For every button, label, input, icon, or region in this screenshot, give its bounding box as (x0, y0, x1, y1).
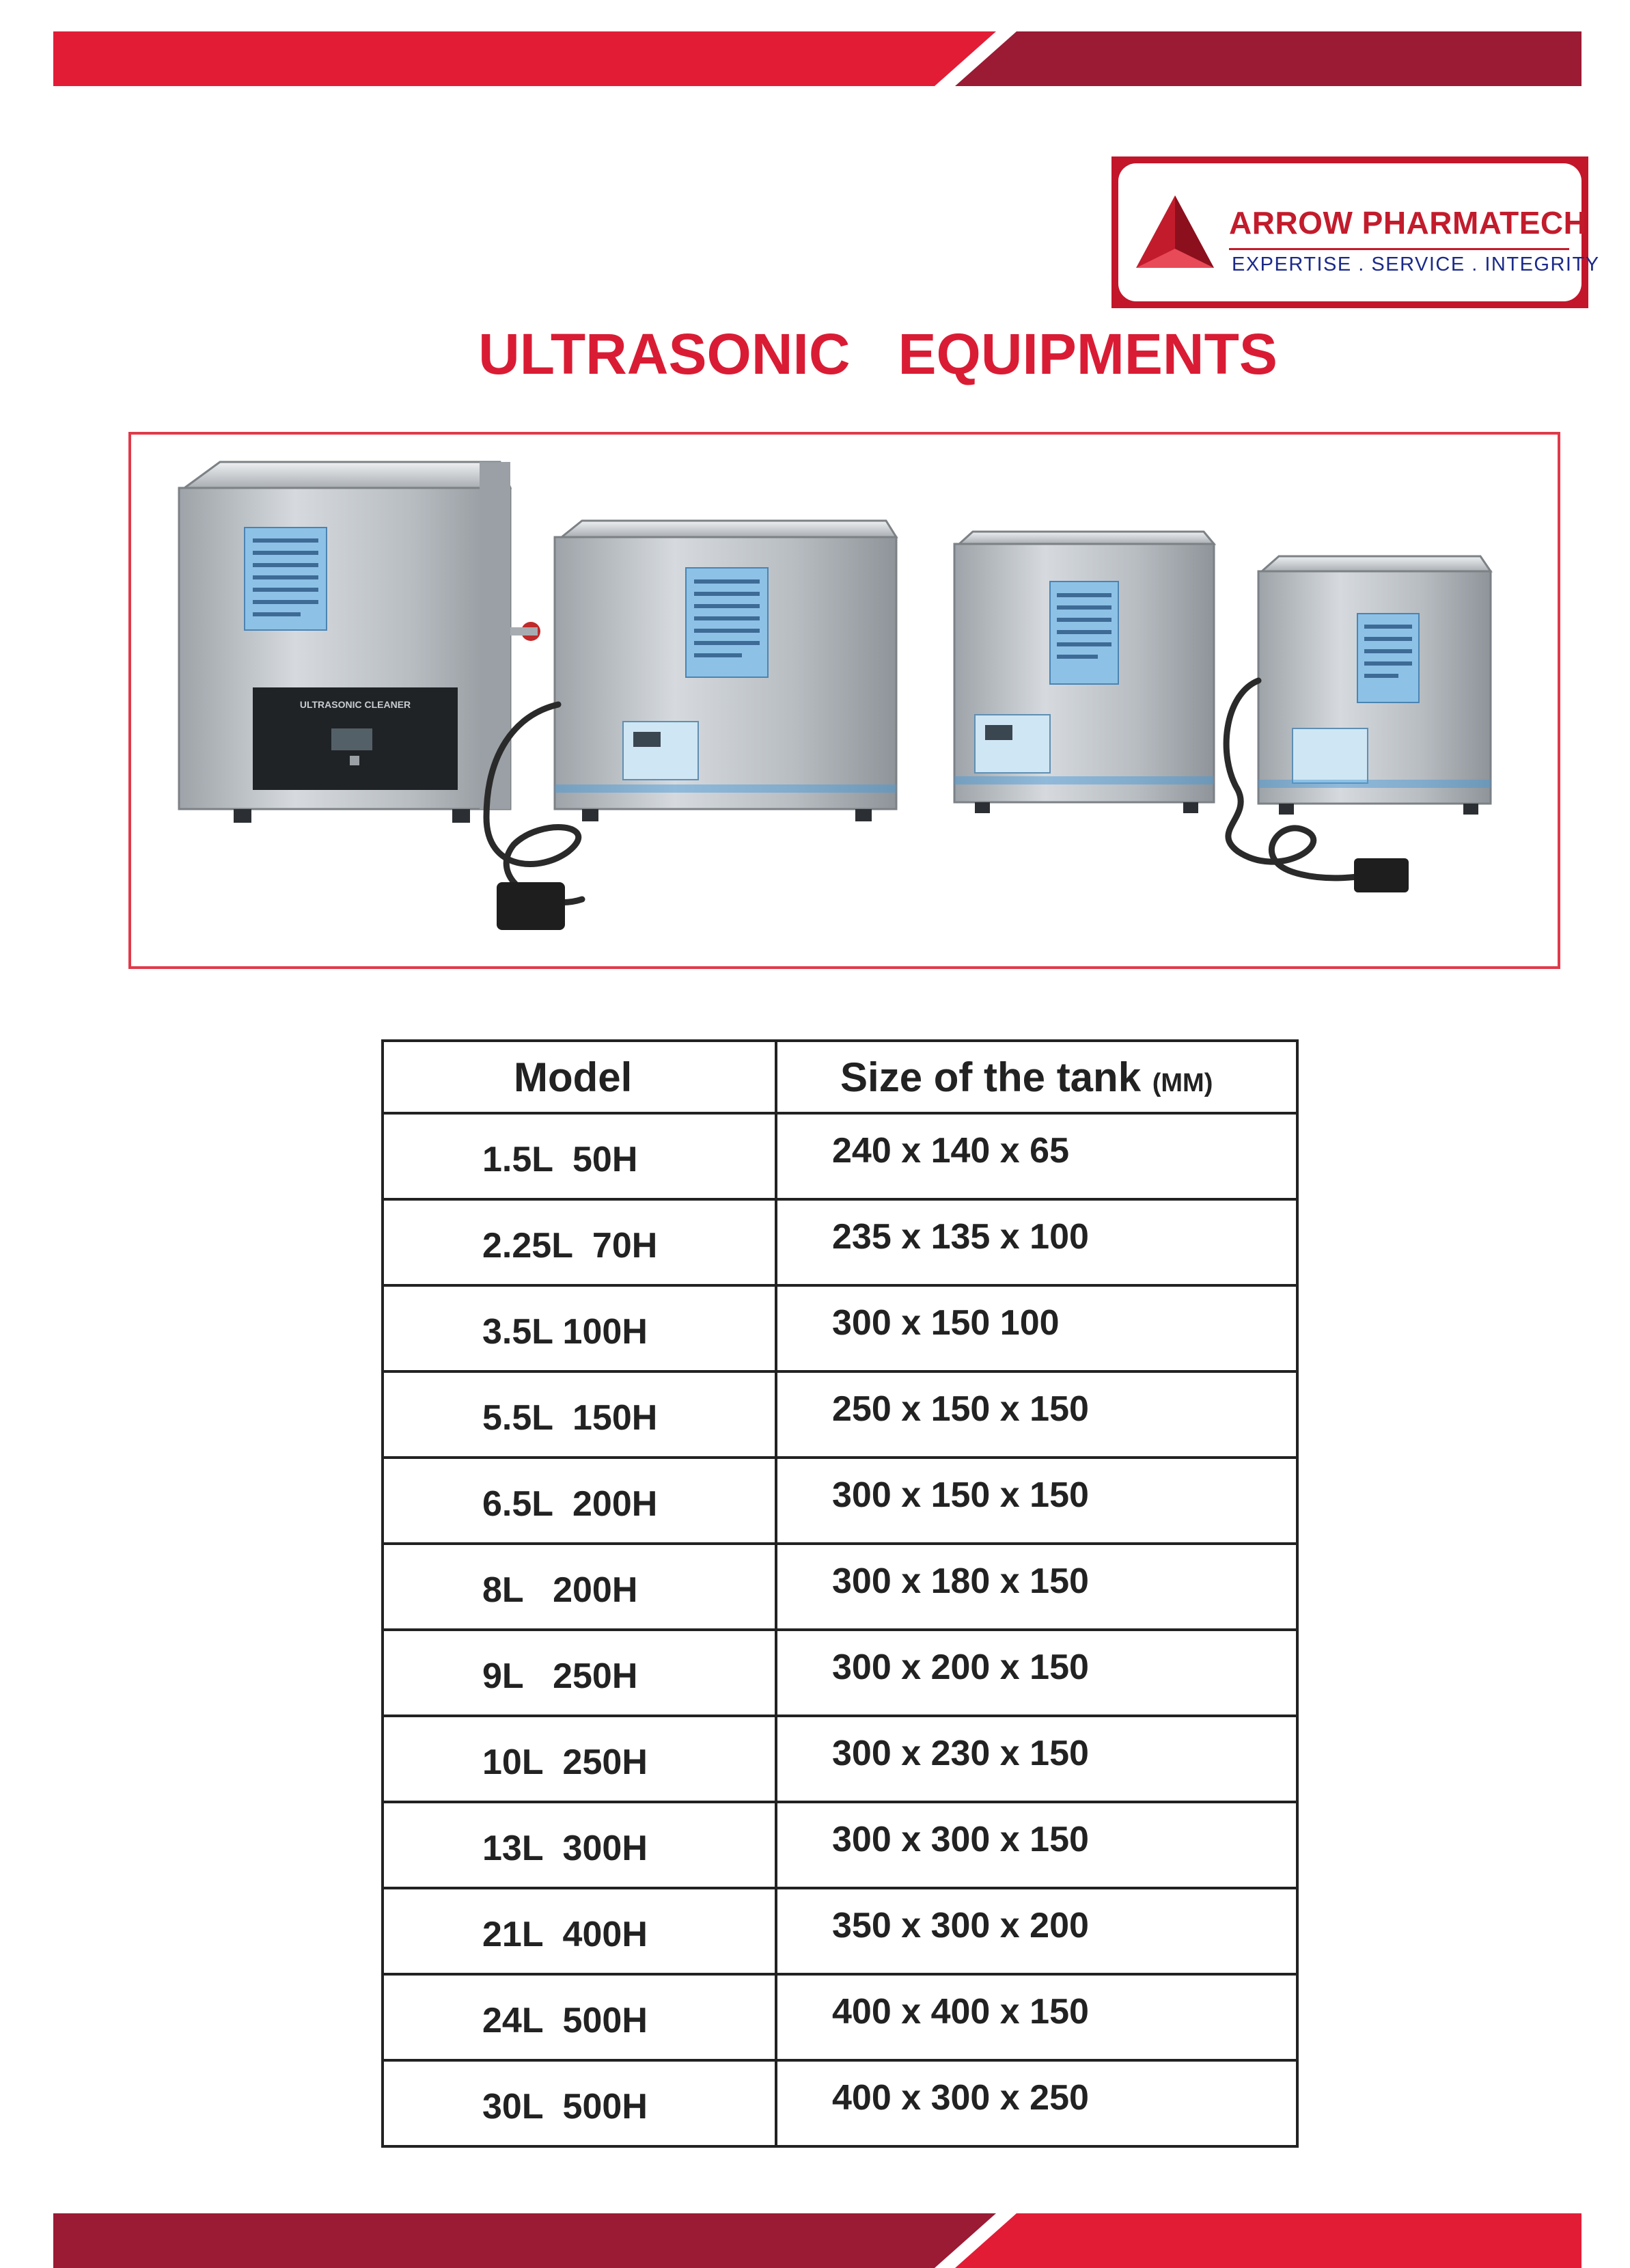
size-cell: 300 x 230 x 150 (776, 1716, 1297, 1802)
model-cell: 6.5L 200H (383, 1458, 776, 1544)
company-name: ARROW PHARMATECH (1229, 205, 1587, 241)
logo-divider (1229, 248, 1569, 250)
size-cell: 350 x 300 x 200 (776, 1888, 1297, 1974)
ultrasonic-unit-large (179, 462, 540, 823)
model-cell: 21L 400H (383, 1888, 776, 1974)
ultrasonic-unit-medium (555, 521, 896, 821)
table-row (383, 1802, 1297, 1888)
size-cell: 300 x 150 x 150 (776, 1458, 1297, 1544)
ultrasonic-unit-compact (1258, 556, 1491, 815)
size-cell: 240 x 140 x 65 (776, 1113, 1297, 1199)
table-row (383, 1544, 1297, 1630)
model-cell: 9L 250H (383, 1630, 776, 1716)
header-size-label: Size of the tank (840, 1054, 1152, 1100)
model-cell: 3.5L 100H (383, 1285, 776, 1371)
arrow-logo-icon (1133, 194, 1217, 271)
ultrasonic-unit-small (954, 532, 1214, 813)
company-logo (1111, 156, 1600, 308)
size-cell: 250 x 150 x 150 (776, 1371, 1297, 1458)
header-band (53, 31, 1581, 86)
size-cell: 400 x 300 x 250 (776, 2060, 1297, 2146)
power-plug-2 (1354, 858, 1409, 892)
header-size-unit: (MM) (1152, 1068, 1213, 1097)
cleaner-panel-label: ULTRASONIC CLEANER (299, 699, 411, 710)
size-cell: 300 x 200 x 150 (776, 1630, 1297, 1716)
model-cell: 5.5L 150H (383, 1371, 776, 1458)
table-row (383, 1113, 1297, 1199)
footer-band (53, 2213, 1581, 2268)
table-row (383, 1371, 1297, 1458)
table-header-row (383, 1041, 1297, 1113)
table-row (383, 1974, 1297, 2060)
size-cell: 300 x 150 100 (776, 1285, 1297, 1371)
spec-table (381, 1039, 1299, 2148)
size-cell: 400 x 400 x 150 (776, 1974, 1297, 2060)
model-cell: 2.25L 70H (383, 1199, 776, 1285)
model-cell: 24L 500H (383, 1974, 776, 2060)
model-cell: 8L 200H (383, 1544, 776, 1630)
model-cell: 1.5L 50H (383, 1113, 776, 1199)
table-row (383, 2060, 1297, 2146)
size-cell: 300 x 180 x 150 (776, 1544, 1297, 1630)
table-row (383, 1285, 1297, 1371)
table-row (383, 1630, 1297, 1716)
table-row (383, 1458, 1297, 1544)
header-size (776, 1041, 1297, 1113)
header-model: Model (383, 1041, 776, 1113)
model-cell: 10L 250H (383, 1716, 776, 1802)
product-photo (128, 432, 1560, 969)
table-row (383, 1888, 1297, 1974)
company-tagline: EXPERTISE . SERVICE . INTEGRITY (1232, 254, 1600, 275)
table-row (383, 1199, 1297, 1285)
model-cell: 30L 500H (383, 2060, 776, 2146)
table-row (383, 1716, 1297, 1802)
size-cell: 235 x 135 x 100 (776, 1199, 1297, 1285)
power-plug-1 (497, 882, 565, 930)
size-cell: 300 x 300 x 150 (776, 1802, 1297, 1888)
model-cell: 13L 300H (383, 1802, 776, 1888)
page-title: ULTRASONIC EQUIPMENTS (478, 322, 1277, 386)
